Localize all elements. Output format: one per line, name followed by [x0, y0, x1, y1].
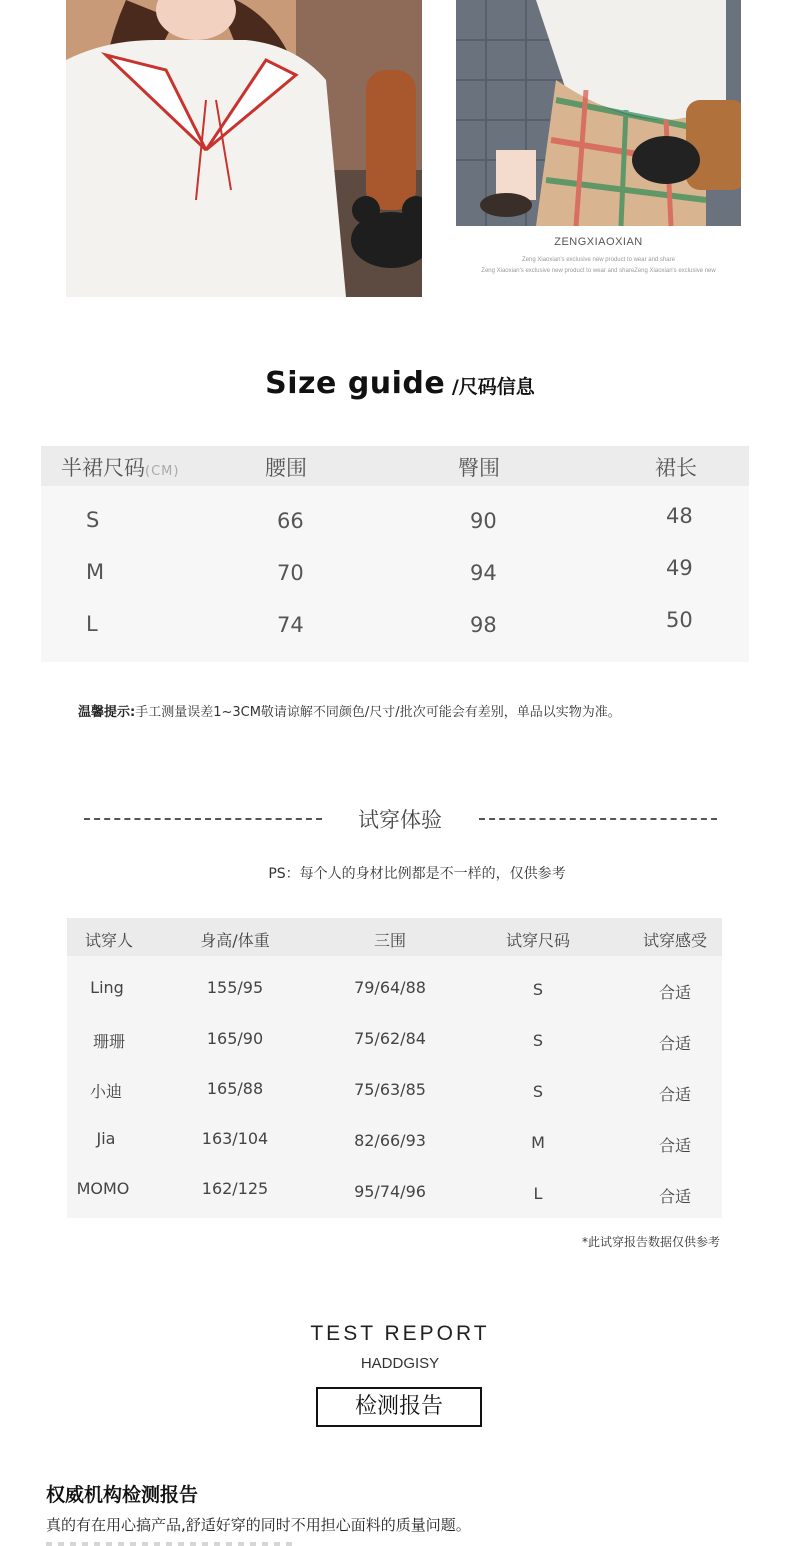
tryon-header-size: 试穿尺码 [505, 931, 571, 950]
tryon-cell-bwh: 95/74/96 [354, 1182, 426, 1201]
length-cell: 48 [666, 504, 693, 528]
authority-report-description: 真的有在用心搞产品,舒适好穿的同时不用担心面料的质量问题。 [46, 1516, 471, 1534]
cutoff-text-line [46, 1542, 296, 1546]
length-cell: 50 [666, 608, 693, 632]
tryon-cell-size: M [531, 1133, 545, 1152]
length-cell: 49 [666, 556, 693, 580]
tryon-cell-name: 珊珊 [92, 1032, 126, 1051]
tryon-header-name: 试穿人 [84, 931, 134, 950]
size-cell: L [86, 612, 98, 636]
notice-text: 手工测量误差1~3CM敬请谅解不同颜色/尺寸/批次可能会有差别，单品以实物为准。 [135, 705, 621, 720]
size-table-header-waist: 腰围 [265, 456, 307, 480]
tryon-cell-feel: 合适 [658, 1187, 692, 1206]
tryon-cell-hw: 162/125 [201, 1179, 269, 1198]
tryon-cell-hw: 165/90 [206, 1029, 264, 1048]
test-report-box: 检测报告 [316, 1387, 482, 1427]
tryon-ps-note: PS：每个人的身材比例都是不一样的，仅供参考 [268, 866, 566, 882]
tryon-cell-name: MOMO [76, 1179, 130, 1198]
size-cell: S [86, 508, 100, 532]
tryon-footnote: *此试穿报告数据仅供参考 [581, 1235, 720, 1249]
product-photo-right [456, 0, 741, 226]
size-header-label: 半裙尺码 [61, 456, 145, 480]
size-table-header-size [61, 452, 179, 482]
size-header-unit: (CM) [145, 464, 180, 479]
outfit-photo-illustration [456, 0, 741, 226]
tryon-cell-size: L [533, 1184, 543, 1203]
dashed-divider-right [479, 818, 717, 820]
test-report-brand: HADDGISY [360, 1355, 440, 1372]
tryon-header-feel: 试穿感受 [642, 931, 708, 950]
waist-cell: 66 [277, 509, 304, 533]
tryon-cell-bwh: 79/64/88 [354, 978, 426, 997]
tryon-title: 试穿体验 [358, 808, 442, 832]
notice-label: 温馨提示: [78, 705, 136, 720]
hip-cell: 98 [470, 613, 497, 637]
tryon-cell-bwh: 75/63/85 [354, 1080, 426, 1099]
size-table-header-hip: 臀围 [458, 456, 500, 480]
size-table [41, 446, 749, 662]
tryon-cell-hw: 163/104 [201, 1129, 269, 1148]
hip-cell: 94 [470, 561, 497, 585]
authority-report-title: 权威机构检测报告 [46, 1484, 199, 1506]
tryon-cell-feel: 合适 [658, 1136, 692, 1155]
tryon-cell-size: S [532, 1082, 544, 1101]
size-guide-title-cn: /尺码信息 [445, 376, 535, 398]
tryon-cell-name: Jia [96, 1129, 116, 1148]
brand-caption-title: ZENGXIAOXIAN [554, 236, 643, 248]
tryon-cell-bwh: 75/62/84 [354, 1029, 426, 1048]
tryon-cell-size: S [532, 1031, 544, 1050]
brand-caption-line: Zeng Xiaoxian's exclusive new product to wear and shareZeng Xiaoxian's exclusive new [481, 268, 716, 274]
tryon-cell-name: Ling [90, 978, 124, 997]
model-photo-illustration [66, 0, 422, 297]
tryon-cell-feel: 合适 [658, 1034, 692, 1053]
tryon-header-measurements: 三围 [373, 931, 407, 950]
measurement-notice [78, 701, 621, 720]
tryon-cell-size: S [532, 980, 544, 999]
tryon-table [67, 918, 722, 1218]
size-table-header-length: 裙长 [655, 456, 697, 480]
tryon-cell-feel: 合适 [658, 983, 692, 1002]
waist-cell: 70 [277, 561, 304, 585]
tryon-cell-hw: 155/95 [206, 978, 264, 997]
brand-caption-line: Zeng Xiaoxian's exclusive new product to wear and share [522, 257, 675, 263]
tryon-cell-name: 小迪 [89, 1082, 123, 1101]
tryon-cell-feel: 合适 [658, 1085, 692, 1104]
size-guide-title-en: Size guide [265, 366, 446, 401]
tryon-cell-bwh: 82/66/93 [354, 1131, 426, 1150]
hip-cell: 90 [470, 509, 497, 533]
waist-cell: 74 [277, 613, 304, 637]
tryon-header-height-weight: 身高/体重 [200, 931, 270, 950]
product-photo-left [66, 0, 422, 297]
size-cell: M [86, 560, 105, 584]
test-report-title: TEST REPORT [310, 1322, 490, 1345]
size-guide-title [0, 366, 800, 401]
tryon-cell-hw: 165/88 [206, 1079, 264, 1098]
